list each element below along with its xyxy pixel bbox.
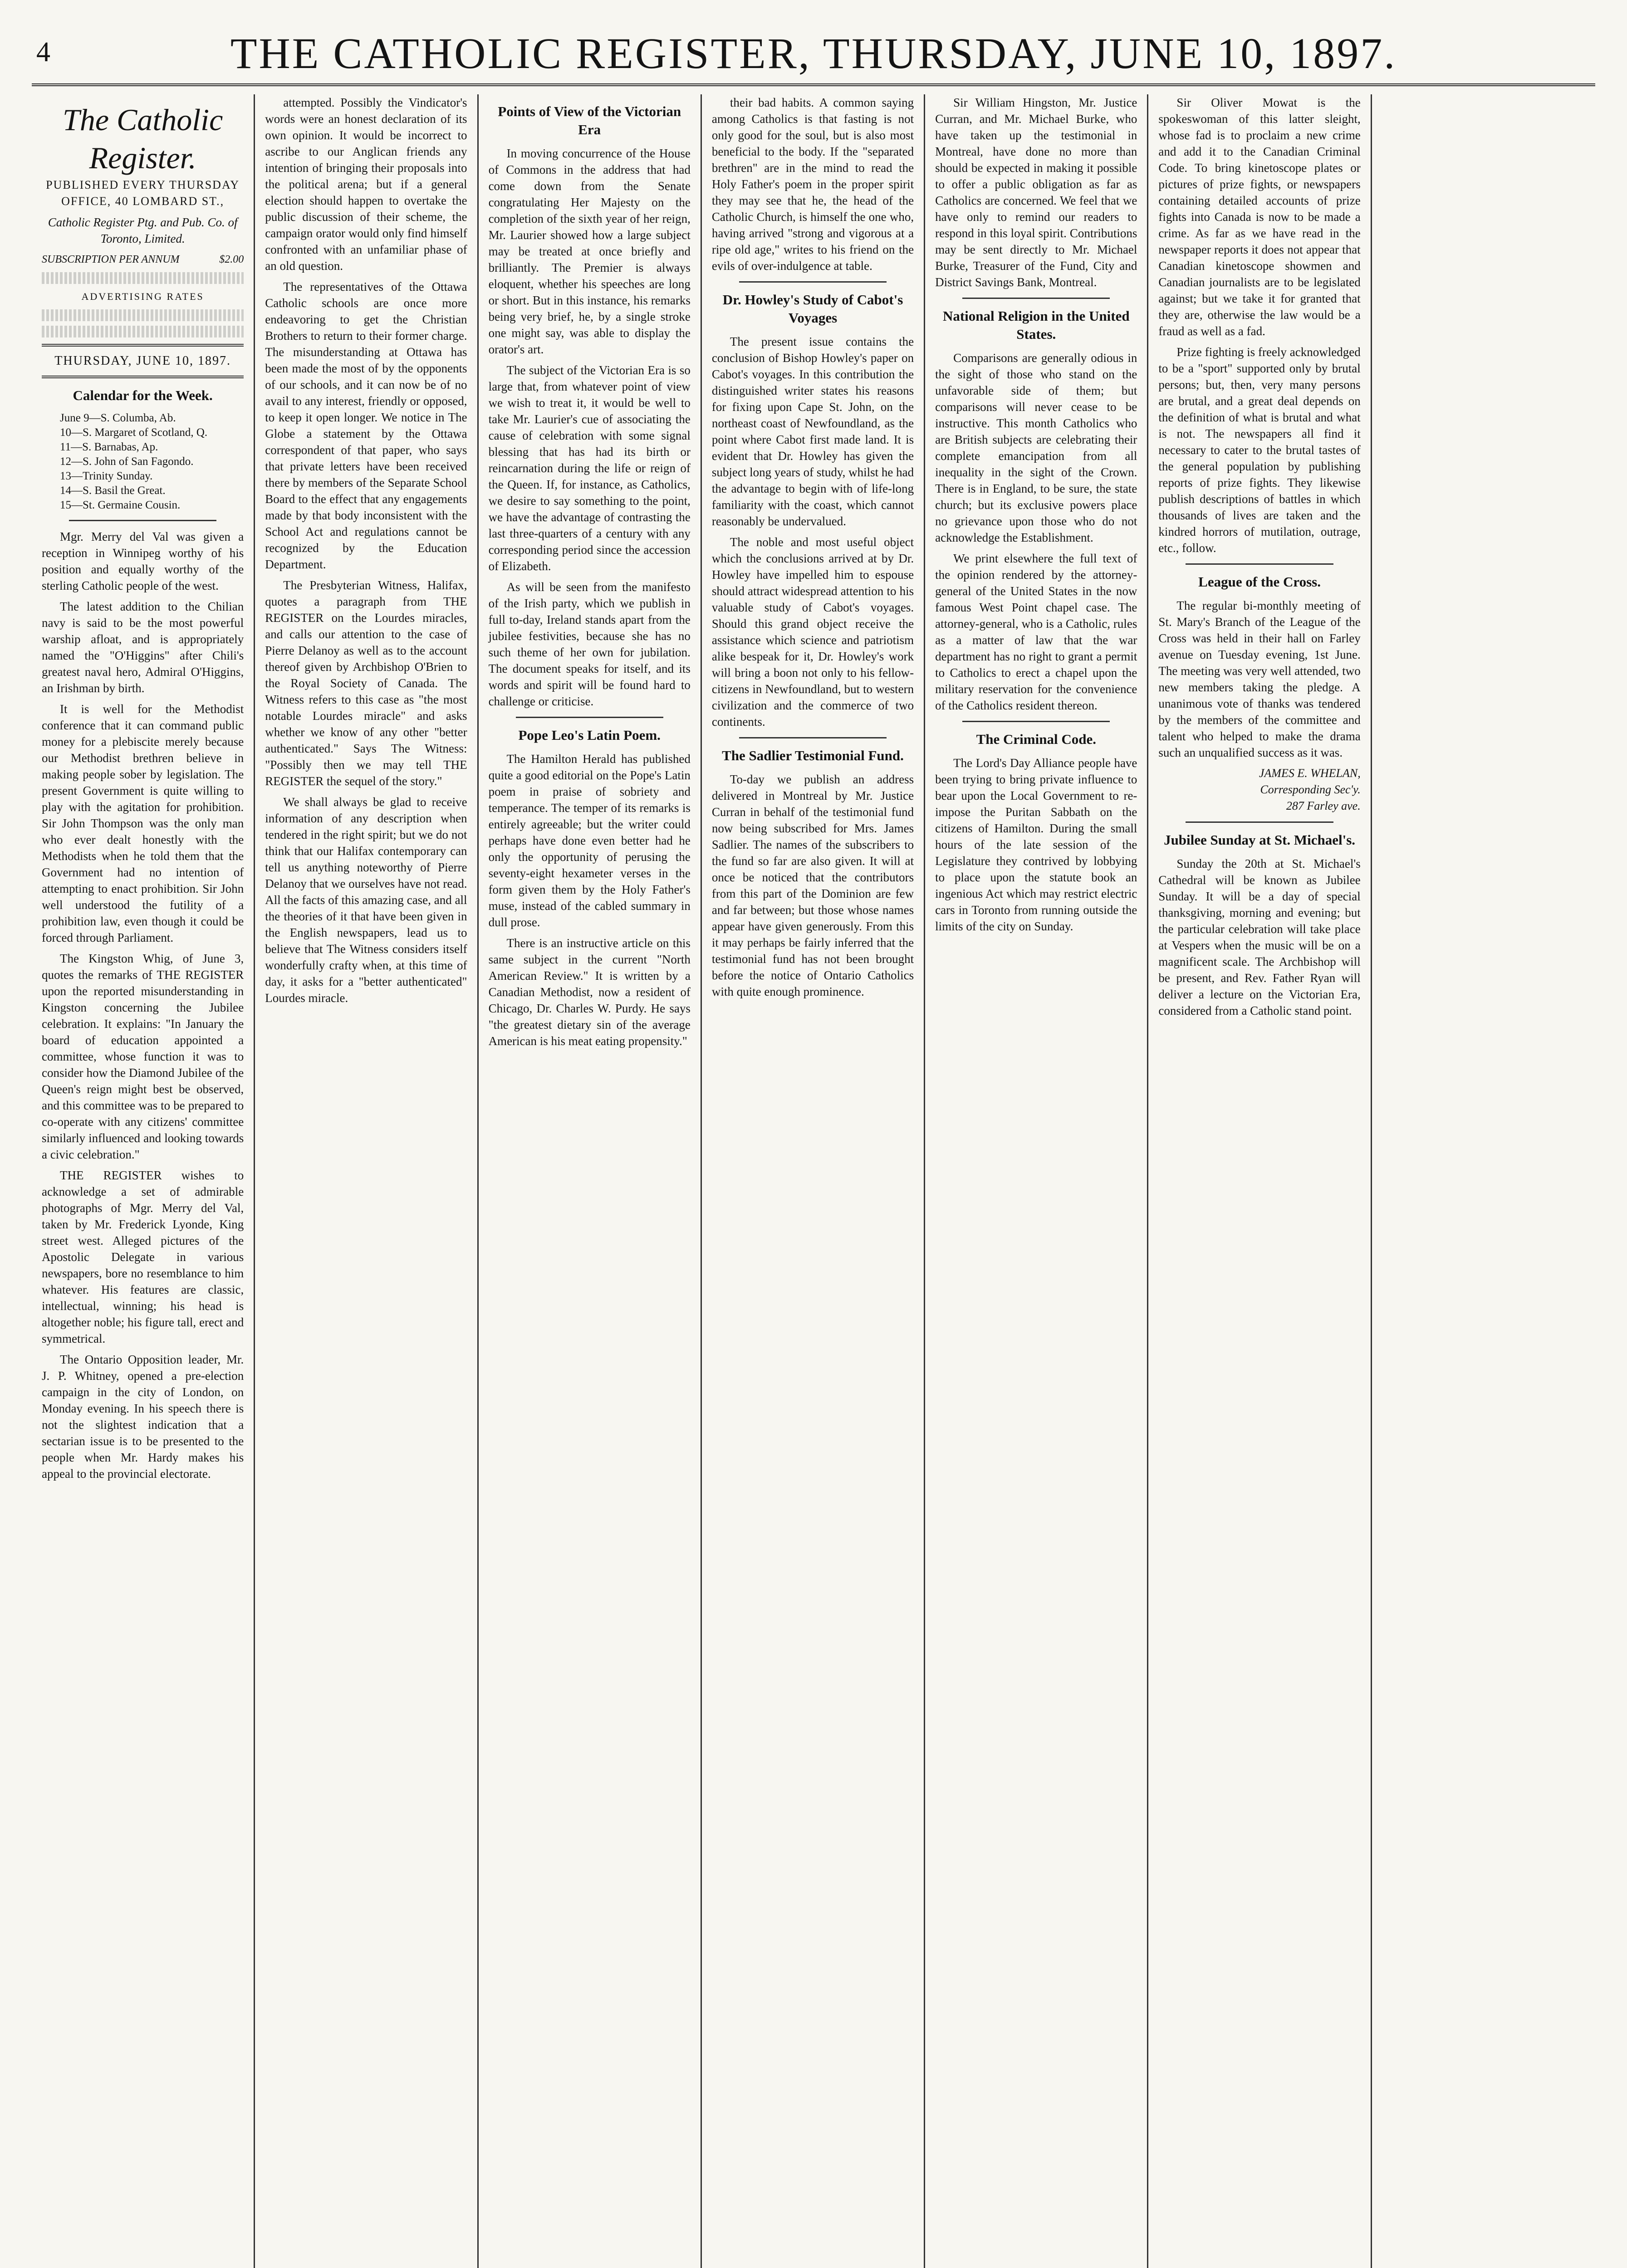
calendar-entry: 15—St. Germaine Cousin. (60, 499, 181, 511)
publisher-name: Catholic Register Ptg. and Pub. Co. of Toronto, Limited. (48, 215, 238, 245)
paragraph: THE REGISTER wishes to acknowledge a set of admirable photographs of Mgr. Merry del Val, taken by Mr. Frederick Lyonde, King street west. Alleged pictures of the Apostolic Delegate in various newspapers, bore no resemblance to him whatever. His features are classic, intellectual, winning; his head is altogether noble; his figure tall, erect and symmetrical. (42, 1168, 244, 1345)
illegible-notice-line (42, 272, 244, 284)
paragraph: We print elsewhere the full text of the opinion rendered by the attorney-general of the United States in the now famous West Point chapel case. The attorney-general, who is a Catholic, rules as a matter of law that the war department has no right to grant a permit to Catholics to erect a chapel upon the military reservation for the convenience of the Catholics resident thereon. (935, 552, 1137, 712)
calendar-entry: 11—S. Barnabas, Ap. (60, 441, 158, 453)
calendar-entry: June 9—S. Columba, Ab. (60, 412, 176, 424)
paragraph: attempted. Possibly the Vindicator's words were an honest declaration of its own opinion. It would be incorrect to ascribe to our Anglican friends any intention of bringing their proposals into the political arena; but if a general election should happen to overtake the public discussion of their scheme, the campaign orator would only find himself confronted with an unfamiliar phase of an old question. (265, 96, 467, 273)
paragraph: In moving concurrence of the House of Commons in the address that had come down from the Senate congratulating Her Majesty on the completion of the sixth year of her reign, Mr. Laurier showed how a large subject may be treated at once briefly and brilliantly. The Premier is always eloquent, whether his speeches are long or short. But in this instance, his remarks being very brief, he, by a single stroke one might say, was able to display the orator's art. (488, 147, 691, 356)
advertising-heading: ADVERTISING RATES (81, 291, 204, 302)
paper-nameplate: The Catholic Register. (63, 103, 223, 175)
article-heading: National Religion in the United States. (942, 308, 1130, 342)
paragraph: As will be seen from the manifesto of the Irish party, which we publish in full to-day, Ireland stands apart from the jubilee festivities, because she has no such theme of her own for jubilation. The document speaks for itself, and its words and spirit will be found hard to challenge or criticise. (488, 580, 691, 708)
section-rule (516, 717, 663, 718)
article-heading: League of the Cross. (1198, 574, 1321, 590)
paragraph: Comparisons are generally odious in the sight of those who stand on the unfavorable side of them; but comparisons will never cease to be instructive. This month Catholics who are British subjects are celebrating their complete emancipation from all inequality in the sight of the Crown. There is in England, to be sure, the state church; but its exclusive powers place no grievance upon those who do not acknowledge the Establishment. (935, 351, 1137, 544)
illegible-notice-line (42, 309, 244, 321)
section-rule (1186, 563, 1333, 565)
calendar-list (42, 411, 244, 513)
office-address: OFFICE, 40 LOMBARD ST., (61, 195, 225, 208)
section-rule (739, 281, 887, 283)
paragraph: We shall always be glad to receive information of any description when tendered in the right spirit; but we do not think that our Halifax contemporary can tell us anything noteworthy of Pierre Delanoy that we ourselves have not read. All the facts of this amazing case, and all the theories of it that have been given in the English newspapers, lead us to believe that The Witness considers itself wonderfully crafty when, at this time of day, it asks for a "better authenticated" Lourdes miracle. (265, 795, 467, 1005)
paragraph: Sunday the 20th at St. Michael's Cathedral will be known as Jubilee Sunday. It will be a day of special thanksgiving, morning and evening; but the particular celebration will take place at Vespers when the music will be on a magnificent scale. The Archbishop will be present, and Rev. Father Ryan will deliver a lecture on the Victorian Era, considered from a Catholic stand point. (1158, 857, 1361, 1017)
article-columns (32, 94, 1595, 2268)
paragraph: To-day we publish an address delivered in Montreal by Mr. Justice Curran in behalf of the testimonial fund now being subscribed for Mrs. James Sadlier. The names of the subscribers to the fund so far are also given. It will at once be noticed that the contributors from this part of the Dominion are few and far between; but those whose names appear have given generously. From this it may perhaps be fairly inferred that the testimonial fund has not been brought before the notice of Ontario Catholics with quite enough prominence. (711, 772, 914, 998)
publication-frequency: PUBLISHED EVERY THURSDAY (46, 178, 240, 191)
article-heading: Jubilee Sunday at St. Michael's. (1164, 832, 1356, 848)
double-rule (42, 376, 244, 378)
subscription-rate (42, 251, 244, 268)
article-heading: The Criminal Code. (976, 731, 1096, 747)
paragraph: The Ontario Opposition leader, Mr. J. P. Whitney, opened a pre-election campaign in the city of London, on Monday evening. In his speech there is not the slightest indication that a sectarian issue is to be presented to the people when Mr. Hardy makes his appeal to the provincial electorate. (42, 1353, 244, 1481)
paragraph: There is an instructive article on this same subject in the current "North American Review." It is written by a Canadian Methodist, now a resident of Chicago, Dr. Charles W. Purdy. He says "the greatest dietary sin of the average American is his meat eating propensity." (488, 936, 691, 1048)
paragraph: The Hamilton Herald has published quite a good editorial on the Pope's Latin poem in praise of sobriety and temperance. The temper of its remarks is entirely agreeable; but the writer could perhaps have done even better had he only the opportunity of perusing the seventy-eight hexameter verses in the form given them by the Holy Father's muse, instead of the cabled summary in dull prose. (488, 752, 691, 929)
paragraph: their bad habits. A common saying among Catholics is that fasting is not only good for the soul, but is also most beneficial to the body. If the "separated brethren" are in the mind to read the Holy Father's poem in the proper spirit they may see that he, the head of the Catholic Church, is himself the one who, having arrived "strong and vigorous at a ripe old age," writes to his friend on the evils of over-indulgence at table. (711, 96, 914, 273)
paragraph: The latest addition to the Chilian navy is said to be the most powerful warship afloat, and is appropriately named the "O'Higgins" after Chili's greatest naval hero, Admiral O'Higgins, an Irishman by birth. (42, 600, 244, 695)
paragraph: The present issue contains the conclusion of Bishop Howley's paper on Cabot's voyages. In this contribution the distinguished writer states his reasons for fixing upon Cape St. John, on the northeast coast of Newfoundland, as the point where Cabot first made land. It is evident that Dr. Howley has given the subject long years of study, whilst he had the advantage to begin with of life-long familiarity with the coast, which cannot reasonably be undervalued. (711, 335, 914, 528)
paragraph: The noble and most useful object which the conclusions arrived at by Dr. Howley have impelled him to espouse should attract widespread attention to his valuable study of Cabot's voyages. Should this grand object receive the assistance which science and patriotism alike bespeak for it, Dr. Howley's work will bring a boon not only to his fellow-citizens in Newfoundland, but to western civilization and the commerce of two continents. (711, 535, 914, 728)
signature-name: JAMES E. WHELAN, (1259, 767, 1361, 780)
signature-title: Corresponding Sec'y. (1260, 783, 1361, 796)
paragraph: The representatives of the Ottawa Catholic schools are once more endeavoring to get the Christian Brothers to return to their former charge. The misunderstanding at Ottawa has been made the most of by the opponents of our schools, and it can now be of no avail to any interest, friendly or opposed, to keep it open longer. We notice in The Globe a statement by the Ottawa correspondent of that paper, who says that private letters have been received there by members of the Separate School Board to the effect that any engagements made by that body inconsistent with the School Act and regulations cannot be recognized by the Education Department. (265, 280, 467, 571)
calendar-entry: 10—S. Margaret of Scotland, Q. (60, 426, 208, 439)
masthead (32, 18, 1595, 86)
section-rule (1186, 821, 1333, 823)
subscription-label: SUBSCRIPTION PER ANNUM (42, 254, 180, 265)
column-6 (1148, 94, 1372, 2268)
subscription-price: $2.00 (219, 254, 244, 265)
section-rule (739, 737, 887, 738)
paragraph: The Kingston Whig, of June 3, quotes the remarks of THE REGISTER upon the reported misunderstanding in Kingston concerning the Jubilee celebration. It explains: "In January the board of education appointed a committee, whose function it was to consider how the Diamond Jubilee of the Queen's reign might best be observed, and this committee was to be prepared to co-operate with any citizens' committee similarly influenced and looking towards a civic celebration." (42, 952, 244, 1161)
paragraph: Mgr. Merry del Val was given a reception in Winnipeg worthy of his position and equally worthy of the sterling Catholic people of the west. (42, 530, 244, 592)
column-2 (255, 94, 478, 2268)
illegible-notice-line (42, 326, 244, 337)
page-number: 4 (36, 37, 50, 68)
section-rule (962, 298, 1110, 299)
double-rule (42, 344, 244, 347)
paragraph: The Lord's Day Alliance people have been trying to bring private influence to bear upon the Local Government to re-impose the Puritan Sabbath on the citizens of Hamilton. During the small hours of the late session of the Legislature they contrived by lobbying to place upon the statute book an ingenious Act which may restrict electric cars in Toronto from running outside the limits of the city on Sunday. (935, 756, 1137, 933)
calendar-entry: 14—S. Basil the Great. (60, 484, 166, 497)
signature-address: 287 Farley ave. (1286, 799, 1361, 812)
article-heading: Dr. Howley's Study of Cabot's Voyages (722, 292, 903, 326)
paragraph: The regular bi-monthly meeting of St. Mary's Branch of the League of the Cross was held in their hall on Farley avenue on Tuesday evening, 1st June. The meeting was very well attended, two new members taking the pledge. A unanimous vote of thanks was tendered by the members of the committee and talent who helped to make the drama such an unqualified success as it was. (1158, 599, 1361, 759)
calendar-entry: 12—S. John of San Fagondo. (60, 455, 194, 468)
article-heading: Pope Leo's Latin Poem. (518, 727, 661, 743)
column-5 (925, 94, 1148, 2268)
calendar-heading: Calendar for the Week. (73, 387, 213, 403)
paragraph: Sir William Hingston, Mr. Justice Curran, and Mr. Michael Burke, who have taken up the testimonial in Montreal, have done no more than should be expected in making it possible to offer a public obligation as far as Catholics are concerned. We feel that we have only to remind our readers to respond in this loyal spirit. Contributions may be sent directly to Mr. Michael Burke, Treasurer of the Fund, City and District Savings Bank, Montreal. (935, 96, 1137, 289)
column-7 (1372, 94, 1595, 2268)
section-rule (69, 520, 216, 521)
newspaper-page (32, 18, 1595, 2268)
paragraph: The Presbyterian Witness, Halifax, quotes a paragraph from THE REGISTER on the Lourdes miracles, and calls our attention to the case of Pierre Delanoy as well as to the account thereof given by Archbishop O'Brien to the Royal Society of Canada. The Witness refers to this case as "the most notable Lourdes miracle" and asks whether we know of any other "better authenticated." Says The Witness: "Possibly then we may tell THE REGISTER the sequel of the story." (265, 578, 467, 788)
page-title: THE CATHOLIC REGISTER, THURSDAY, JUNE 10, 1897. (230, 29, 1397, 78)
section-rule (962, 721, 1110, 722)
article-heading: Points of View of the Victorian Era (498, 103, 681, 137)
paragraph: Sir Oliver Mowat is the spokeswoman of this latter sleight, whose fad is to proclaim a new crime and add it to the Canadian Criminal Code. To bring kinetoscope plates or pictures of prize fights, or newspapers containing detailed accounts of prize fights into Canada is now to be made a crime. As far as we have read in the newspaper reports it does not appear that Canadian kinetoscope showmen and Canadian journalists are to be legislated against; but we take it for granted that they are, otherwise the law would be a fraud as well as a fad. (1158, 96, 1361, 338)
article-heading: The Sadlier Testimonial Fund. (722, 748, 904, 763)
calendar-entry: 13—Trinity Sunday. (60, 470, 153, 482)
column-4 (702, 94, 925, 2268)
issue-dateline: THURSDAY, JUNE 10, 1897. (54, 354, 231, 368)
column-3 (479, 94, 702, 2268)
paragraph: The subject of the Victorian Era is so large that, from whatever point of view we wish to treat it, it would be well to take Mr. Laurier's cue of associating the cause of celebration with some signal blessing that has had its birth or reincarnation during the life or reign of the Queen. If, for instance, as Catholics, we desire to say something to the point, we have the advantage of contrasting the last three-quarters of a century with any corresponding period since the accession of Elizabeth. (488, 363, 691, 573)
paragraph: Prize fighting is freely acknowledged to be a "sport" supported only by brutal persons; but, then, very many persons are brutal, and a great deal depends on the definition of what is brutal and what is not. The newspapers all find it necessary to cater to the brutal tastes of the general population by publishing reports of prize fights. They likewise publish descriptions of battles in which thousands of lives are taken and the kindred horrors of mutilation, outrage, etc., follow. (1158, 345, 1361, 555)
column-1 (32, 94, 255, 2268)
paragraph: It is well for the Methodist conference that it can command public money for a plebiscite merely because our Methodist brethren believe in making people sober by legislation. The present Government is quite willing to play with the agitation for prohibition. Sir John Thompson was the only man who ever dealt honestly with the Methodists when he told them that the Government had no intention of attempting to enact prohibition. Sir John well understood the futility of a prohibition law, even though it could be forced through Parliament. (42, 702, 244, 944)
